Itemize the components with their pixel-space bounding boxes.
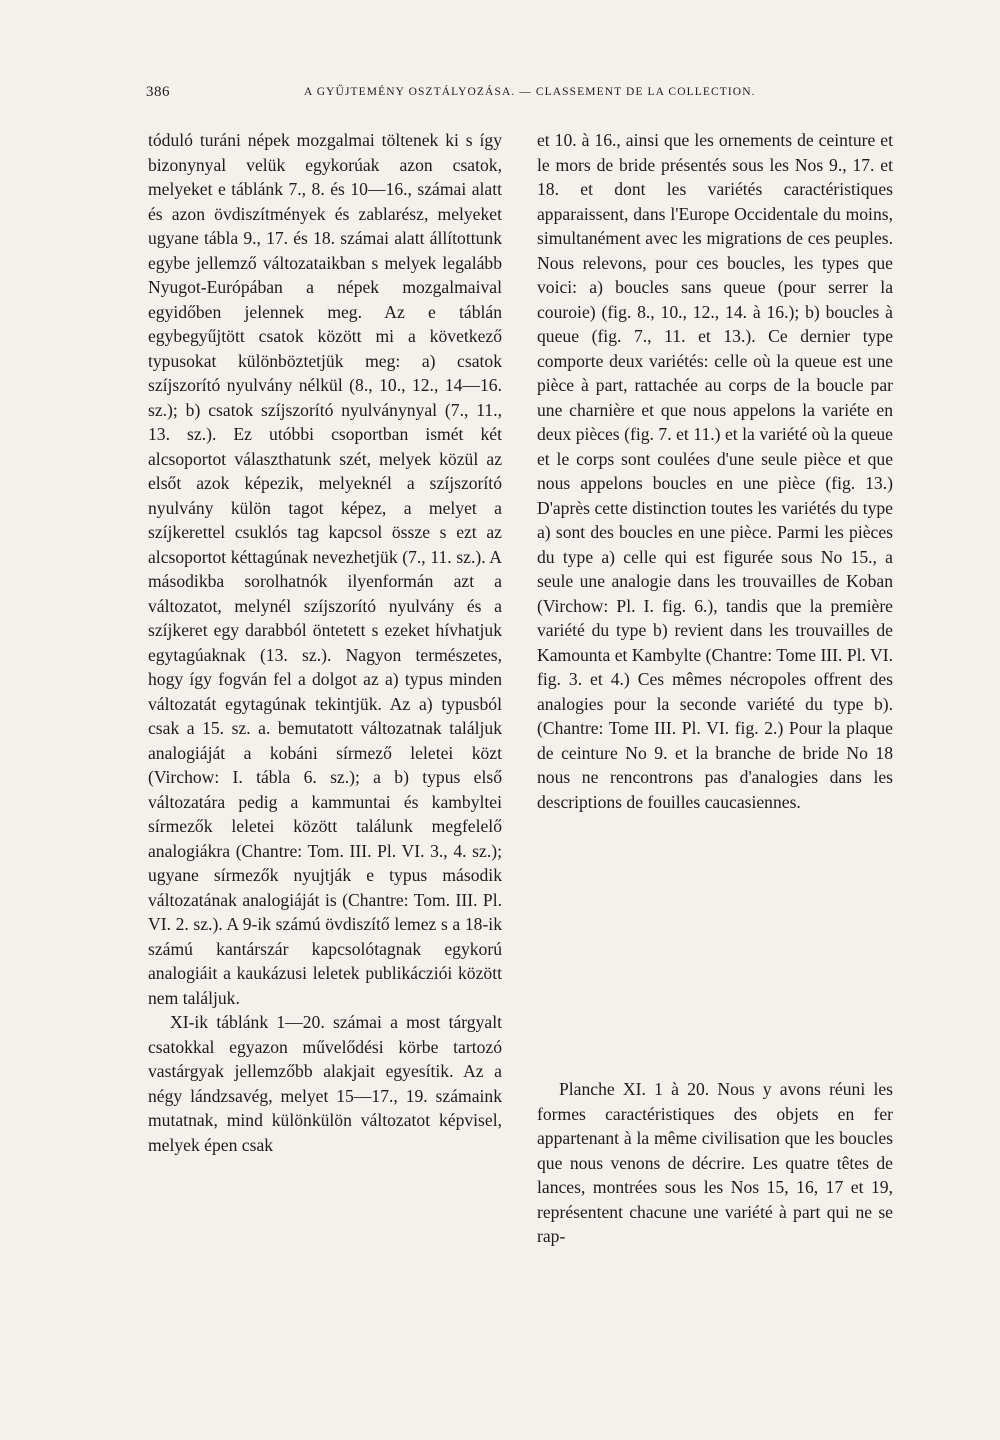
right-paragraph-1: et 10. à 16., ainsi que les ornements de ceinture et le mors de bride présentés sous les Nos 9., 17. et 18. et dont les variétés caractéristiques apparaissent, dans l'Europe Occidentale du moins, simultanément avec les migrations de ces peuples. Nous relevons, pour ces boucles, les types que voici: a) boucles sans queue (pour serrer la couroie) (fig. 8., 10., 12., 14. à 16.); b) boucles à queue (fig. 7., 11. et 13.). Ce dernier type comporte deux variétés: celle où la queue est une pièce à part, rattachée au corps de la boucle par une charnière et que nous appelons la variéte en deux pièces (fig. 7. et 11.) et la variété où la queue et le corps sont coulées d'une seule pièce et que nous appelons boucles en une pièce (fig. 13.) D'après cette distinction toutes les variétés du type a) sont des boucles en une pièce. Parmi les pièces du type a) celle qui est figurée sous No 15., a seule une analogie dans les trouvailles de Koban (Virchow: Pl. I. fig. 6.), tandis que la première variété du type b) revient dans les trouvailles de Kamounta et Kambylte (Chantre: Tome III. Pl. VI. fig. 3. et 4.) Ces mêmes nécropoles offrent des analogies pour la seconde variété du type b). (Chantre: Tome III. Pl. VI. fig. 2.) Pour la plaque de ceinture No 9. et la branche de bride No 18 nous ne rencontrons pas d'analogies dans les descriptions de fouilles caucasiennes. bbox=[537, 130, 893, 812]
running-head: A GYŰJTEMÉNY OSZTÁLYOZÁSA. — CLASSEMENT DE LA COLLECTION. bbox=[304, 86, 756, 98]
right-column-french bbox=[537, 128, 893, 1246]
right-plate-section bbox=[537, 1077, 893, 1249]
right-paragraph-2: Planche XI. 1 à 20. Nous y avons réuni les formes caractéristiques des objets en fer appartenant à la même civilisation que les boucles que nous venons de décrire. Les quatre têtes de lances, montrées sous les Nos 15, 16, 17 et 19, représentent chacune une variété à part qui ne se rap- bbox=[537, 1079, 893, 1246]
left-column-hungarian bbox=[148, 128, 502, 1157]
page-header bbox=[146, 84, 876, 110]
page-number: 386 bbox=[146, 84, 170, 100]
left-paragraph-2: XI-ik táblánk 1—20. számai a most tárgyalt csatokkal egyazon művelődési körbe tartozó vastárgyak jellemzőbb alakjait egyesítik. Az a négy lándzsavég, melyet 15—17., 19. számaink mutatnak, mind különkülön változatot képvisel, melyek épen csak bbox=[148, 1012, 502, 1155]
left-paragraph-1: tóduló turáni népek mozgalmai töltenek ki s így bizonynyal velük egykorúak azon csatok, melyeket e táblánk 7., 8. és 10—16., számai alatt és azon övdiszítmények és zablarész, melyeket ugyane tábla 9., 17. és 18. számai alatt állítottunk egybe jellemző változataikban s melyek legalább Nyugot-Európában a népek mozgalmaival egyidőben jelennek meg. Az e táblán egybegyűjtött csatok között mi a következő typusokat különböztetjük meg: a) csatok szíjszorító nyulvány nélkül (8., 10., 12., 14—16. sz.); b) csatok szíjszorító nyulványnyal (7., 11., 13. sz.). Ez utóbbi csoportban ismét két alcsoportot választhatunk szét, melyek közül az elsőt azok képezik, melyeknél a szíjszorító nyulvány külön tagot képez, a melyet a szíjkerettel csuklós tag kapcsol össze s ezt az alcsoportot kéttagúnak nevezhetjük (7., 11. sz.). A másodikba sorolhatnók ilyenformán azt a változatot, melynél szíjszorító nyulvány és a szíjkeret egy darabból öntetett s ezeket hívhatjuk egytagúaknak (13. sz.). Nagyon természetes, hogy így fogván fel a dolgot az a) typus minden változatát egytagúnak tekintjük. Az a) typusból csak a 15. sz. a. bemutatott változatnak találjuk analogiáját a kobáni sírmező leletei közt (Virchow: I. tábla 6. sz.); a b) typus első változatára pedig a kammuntai és kambyltei sírmezők leletei között találunk megfelelő analogiákra (Chantre: Tom. III. Pl. VI. 3., 4. sz.); ugyane sírmezők nyujtják e typus második változatának analogiáját is (Chantre: Tom. III. Pl. VI. 2. sz.). A 9-ik számú övdiszítő lemez s a 18-ik számú kantárszár kapcsolótagnak egykorú analogiáit a kaukázusi leletek publikácziói között nem találjuk. bbox=[148, 130, 502, 1008]
